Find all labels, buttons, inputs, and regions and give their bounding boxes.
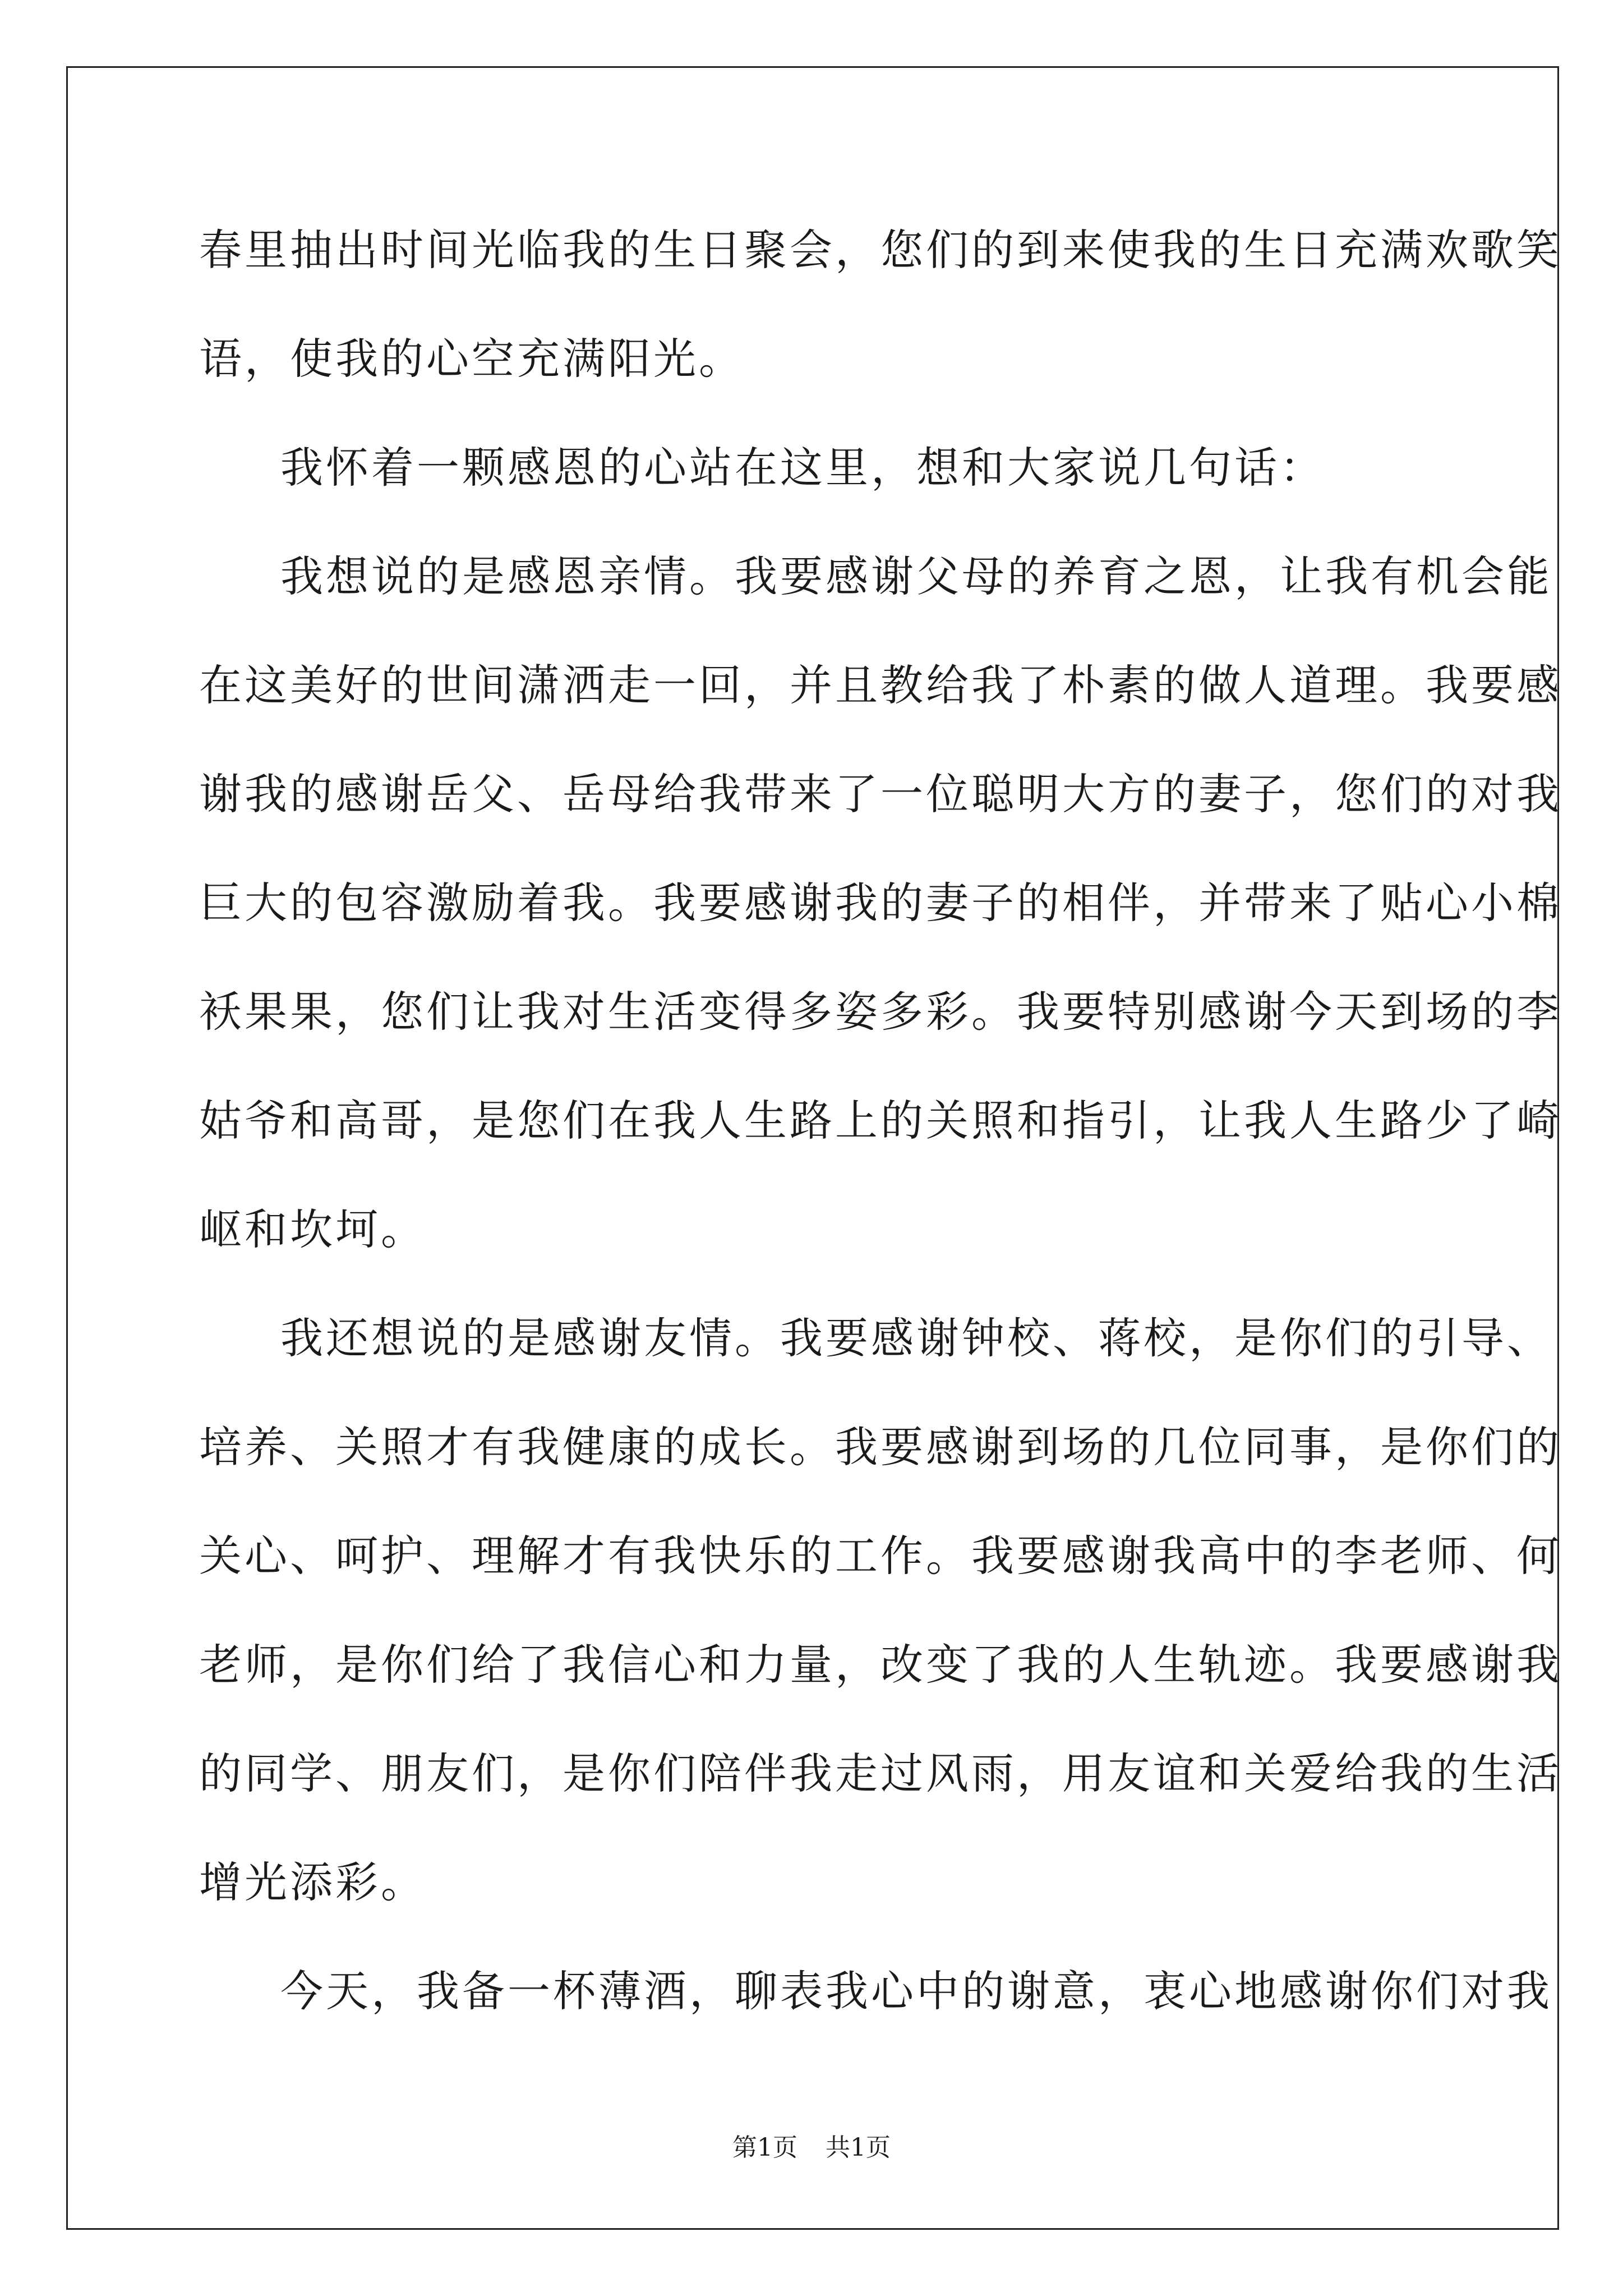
text-line: 关心、呵护、理解才有我快乐的工作。我要感谢我高中的李老师、何	[199, 1531, 1562, 1581]
page-total: 共1页	[826, 2133, 891, 2162]
text-line: 在这美好的世间潇洒走一回，并且教给我了朴素的做人道理。我要感	[199, 660, 1562, 710]
text-line: 的同学、朋友们，是你们陪伴我走过风雨，用友谊和关爱给我的生活	[199, 1749, 1562, 1798]
text-line: 谢我的感谢岳父、岳母给我带来了一位聪明大方的妻子，您们的对我	[199, 769, 1562, 819]
page-footer	[0, 2131, 1623, 2165]
page-number: 第1页	[732, 2133, 797, 2162]
paragraph-start: 今天，我备一杯薄酒，聊表我心中的谢意，衷心地感谢你们对我	[280, 1966, 1552, 2016]
text-line: 语，使我的心空充满阳光。	[199, 334, 744, 384]
text-line: 增光添彩。	[199, 1857, 426, 1907]
text-line: 巨大的包容激励着我。我要感谢我的妻子的相伴，并带来了贴心小棉	[199, 878, 1562, 928]
text-line: 袄果果，您们让我对生活变得多姿多彩。我要特别感谢今天到场的李	[199, 987, 1562, 1037]
paragraph-start: 我想说的是感恩亲情。我要感谢父母的养育之恩，让我有机会能	[280, 551, 1552, 601]
paragraph-start: 我还想说的是感谢友情。我要感谢钟校、蒋校，是你们的引导、	[280, 1313, 1552, 1363]
text-line: 春里抽出时间光临我的生日聚会，您们的到来使我的生日充满欢歌笑	[199, 225, 1562, 275]
text-line: 岖和坎坷。	[199, 1204, 426, 1254]
text-line: 培养、关照才有我健康的成长。我要感谢到场的几位同事，是你们的	[199, 1422, 1562, 1472]
text-line: 姑爷和高哥，是您们在我人生路上的关照和指引，让我人生路少了崎	[199, 1096, 1562, 1145]
text-line: 老师，是你们给了我信心和力量，改变了我的人生轨迹。我要感谢我	[199, 1640, 1562, 1690]
paragraph-start: 我怀着一颗感恩的心站在这里，想和大家说几句话：	[280, 443, 1325, 493]
